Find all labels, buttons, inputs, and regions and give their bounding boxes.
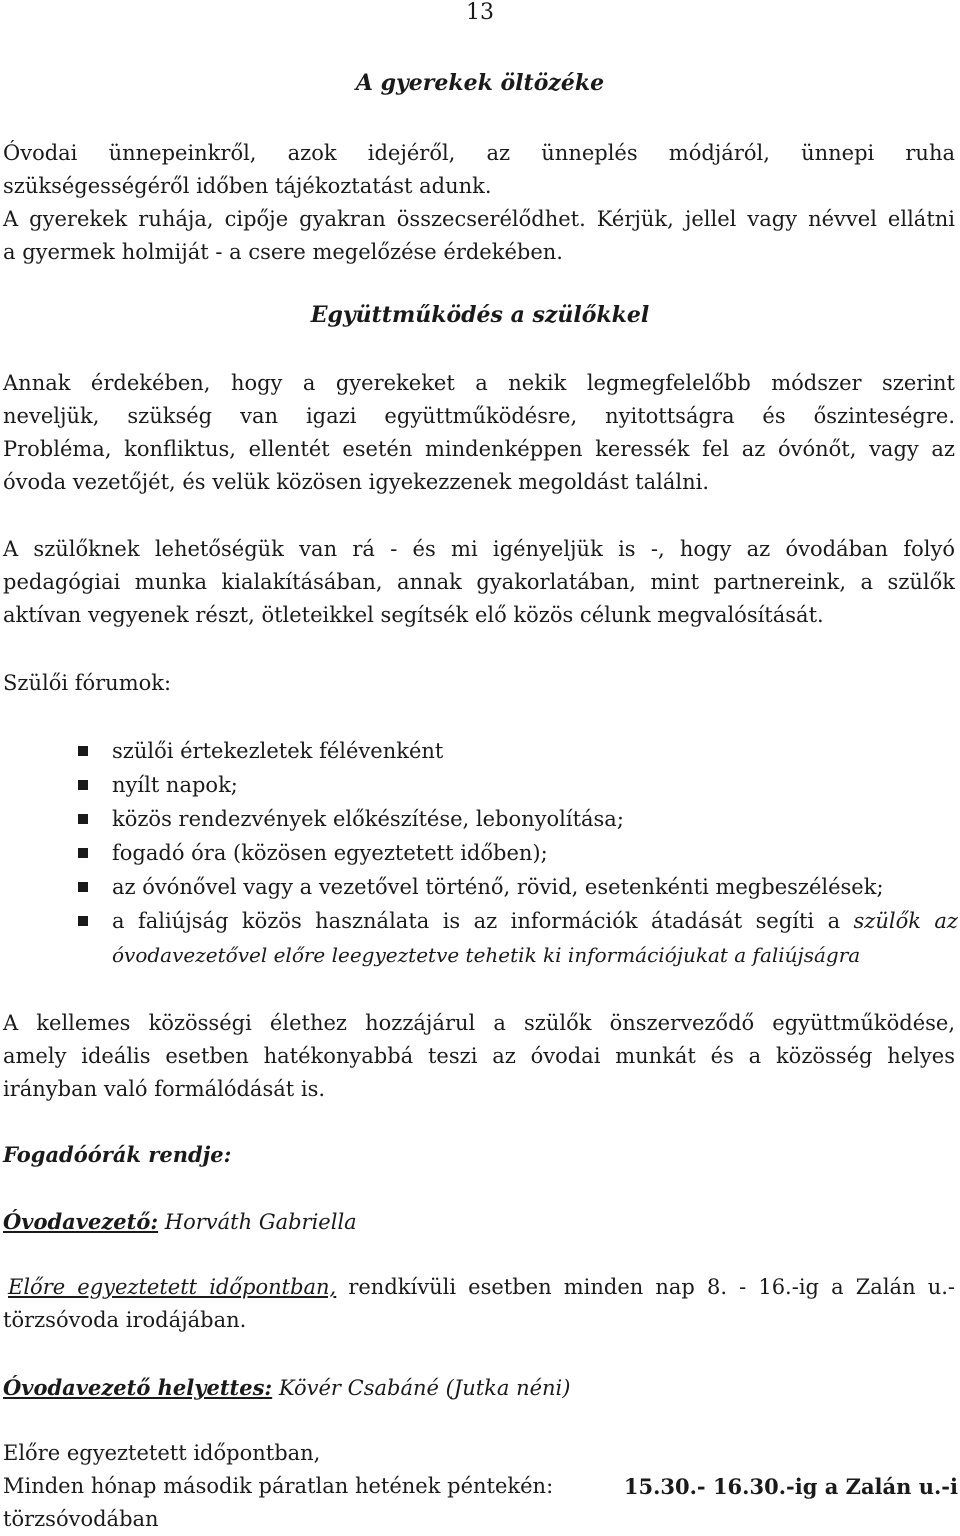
text-line: pedagógiai munka kialakításában, annak gyakorlatában, mint partnereink, a szülők: [3, 570, 955, 594]
list-item: közös rendezvények előkészítése, lebonyolítása;: [0, 802, 960, 836]
list-item: szülői értekezletek félévenként: [0, 734, 960, 768]
list-item: [0, 904, 960, 972]
text-line: Probléma, konfliktus, ellentét esetén mindenképpen keressék fel az óvónőt, vagy az: [3, 437, 955, 461]
text-line: a faliújság közös használata is az információk átadását segíti a szülők az: [112, 909, 958, 933]
list-item: az óvónővel vagy a vezetővel történő, rövid, esetenkénti megbeszélések;: [0, 870, 960, 904]
forums-label: Szülői fórumok:: [3, 671, 172, 695]
text-line: Előre egyeztetett időpontban, rendkívüli esetben minden nap 8. - 16.-ig a Zalán u.-: [8, 1275, 955, 1299]
text-line: a gyermek holmiját - a csere megelőzése érdekében.: [3, 240, 563, 264]
bullet-square-icon: [78, 916, 88, 926]
list-item: nyílt napok;: [0, 768, 960, 802]
section-heading-clothing: A gyerekek öltözéke: [355, 70, 605, 96]
text-line: amely ideális esetben hatékonyabbá teszi az óvodai munkát és a közösség helyes: [3, 1044, 955, 1068]
bullet-square-icon: [78, 746, 88, 756]
head-teacher-hours: [3, 1271, 955, 1337]
deputy-label: Óvodavezető helyettes:: [3, 1375, 273, 1400]
cooperation-paragraph-2: [3, 533, 955, 632]
list-item: fogadó óra (közösen egyeztetett időben);: [0, 836, 960, 870]
head-teacher-name: Horváth Gabriella: [164, 1210, 357, 1234]
forums-list: [0, 734, 960, 972]
deputy-hours-line-2: Minden hónap második páratlan hetének péntekén: 15.30.- 16.30.-ig a Zalán u.-i: [3, 1474, 958, 1499]
cooperation-paragraph-1: [3, 367, 955, 499]
community-paragraph: [3, 1007, 955, 1106]
office-hours-heading: Fogadóórák rendje:: [3, 1142, 232, 1167]
bullet-square-icon: [78, 848, 88, 858]
text-line: Óvodai ünnepeinkről, azok idejéről, az ünneplés módjáról, ünnepi ruha: [3, 141, 955, 165]
bullet-square-icon: [78, 814, 88, 824]
text-line: óvodavezetővel előre leegyeztetve tehetik ki információjukat a faliújságra: [112, 943, 861, 967]
text-line: irányban való formálódását is.: [3, 1077, 326, 1101]
bullet-square-icon: [78, 780, 88, 790]
text-line: A szülőknek lehetőségük van rá - és mi igényeljük is -, hogy az óvodában folyó: [3, 537, 955, 561]
deputy-name: Kövér Csabáné (Jutka néni): [278, 1376, 571, 1400]
deputy-hours-line-1: Előre egyeztetett időpontban,: [3, 1441, 321, 1465]
text-line: neveljük, szükség van igazi együttműködésre, nyitottságra és őszinteségre.: [3, 404, 955, 428]
section-heading-cooperation: Együttműködés a szülőkkel: [310, 302, 650, 328]
text-line: szükségességéről időben tájékoztatást adunk.: [3, 174, 492, 198]
deputy-line: [3, 1371, 570, 1405]
deputy-hours-line-3: törzsóvodában: [3, 1507, 159, 1531]
text-line: A gyerekek ruhája, cipője gyakran összecserélődhet. Kérjük, jellel vagy névvel ellátni: [3, 207, 955, 231]
text-line: aktívan vegyenek részt, ötleteikkel segítsék elő közös célunk megvalósítását.: [3, 603, 824, 627]
text-line: óvoda vezetőjét, és velük közösen igyekezzenek megoldást találni.: [3, 470, 710, 494]
page-number: 13: [466, 0, 494, 25]
head-teacher-line: [3, 1205, 357, 1239]
clothing-paragraph: [3, 137, 955, 269]
text-line: Annak érdekében, hogy a gyerekeket a nekik legmegfelelőbb módszer szerint: [3, 371, 955, 395]
text-line: törzsóvoda irodájában.: [3, 1308, 247, 1332]
text-line: A kellemes közösségi élethez hozzájárul a szülők önszerveződő együttműködése,: [3, 1011, 955, 1035]
head-teacher-label: Óvodavezető:: [3, 1209, 159, 1234]
bullet-square-icon: [78, 882, 88, 892]
